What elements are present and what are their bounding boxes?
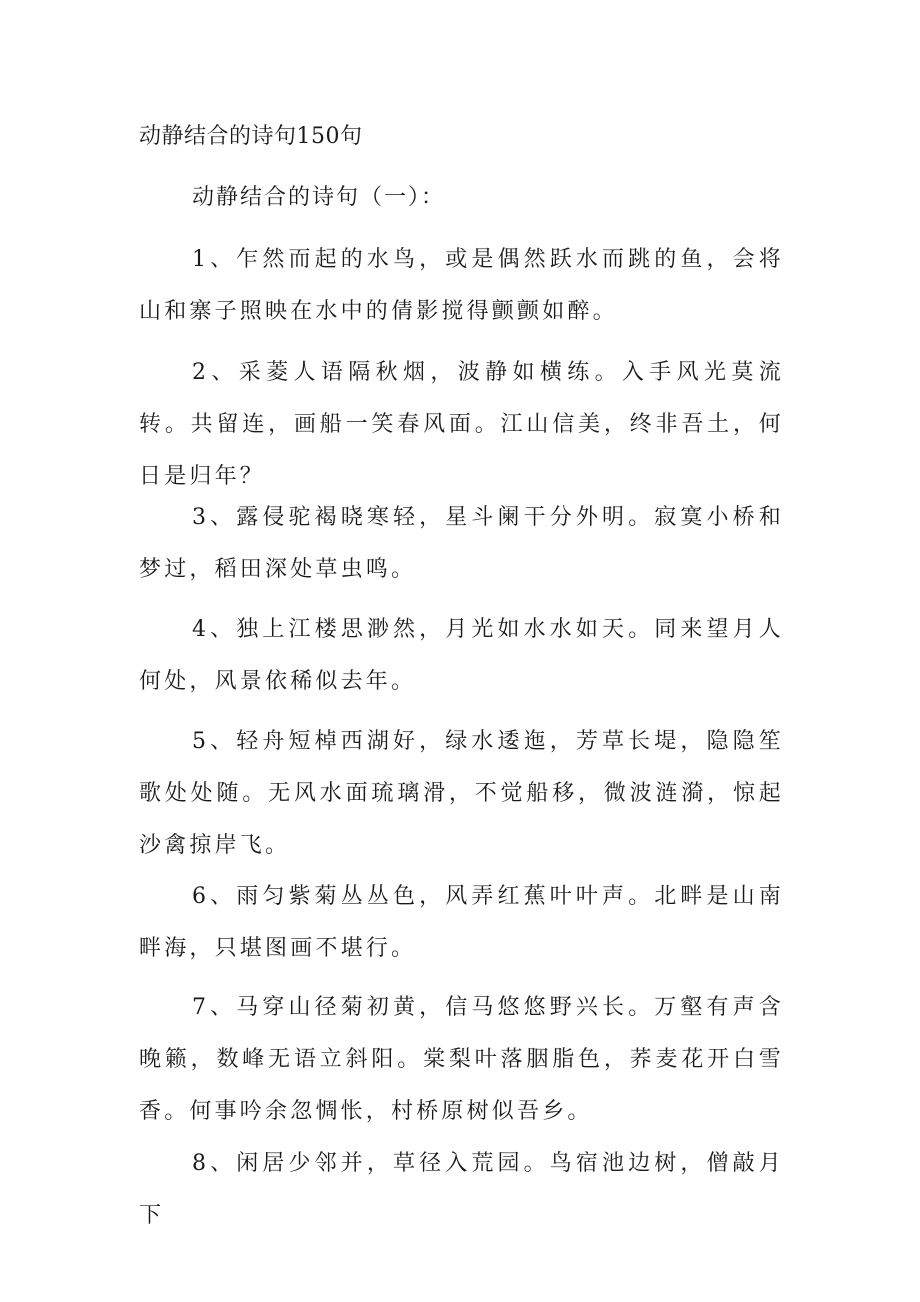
poem-paragraph-6: 6、雨匀紫菊丛丛色，风弄红蕉叶叶声。北畔是山南畔海，只堪图画不堪行。 xyxy=(139,884,784,961)
poem-paragraph-5: 5、轻舟短棹西湖好，绿水逶迤，芳草长堤，隐隐笙歌处处随。无风水面琉璃滑，不觉船移，微波涟漪，惊起沙禽掠岸飞。 xyxy=(139,729,784,858)
poem-paragraph-4: 4、独上江楼思渺然，月光如水水如天。同来望月人何处，风景依稀似去年。 xyxy=(139,617,784,694)
poem-paragraph-3: 3、露侵驼褐晓寒轻，星斗阑干分外明。寂寞小桥和梦过，稻田深处草虫鸣。 xyxy=(139,505,784,582)
poem-paragraph-1: 1、乍然而起的水鸟，或是偶然跃水而跳的鱼，会将山和寨子照映在水中的倩影搅得颤颤如醉。 xyxy=(139,247,784,324)
poem-paragraph-2: 2、采菱人语隔秋烟，波静如横练。入手风光莫流转。共留连，画船一笑春风面。江山信美，终非吾土，何日是归年？ xyxy=(139,360,784,489)
section-heading: 动静结合的诗句（一）： xyxy=(192,185,446,210)
document-title: 动静结合的诗句150句 xyxy=(139,124,363,149)
poem-paragraph-8: 8、闲居少邻并，草径入荒园。鸟宿池边树，僧敲月下 xyxy=(139,1151,784,1228)
poem-paragraph-7: 7、马穿山径菊初黄，信马悠悠野兴长。万壑有声含晚籁，数峰无语立斜阳。棠梨叶落胭脂色，荞麦花开白雪香。何事吟余忽惆怅，村桥原树似吾乡。 xyxy=(139,995,784,1124)
